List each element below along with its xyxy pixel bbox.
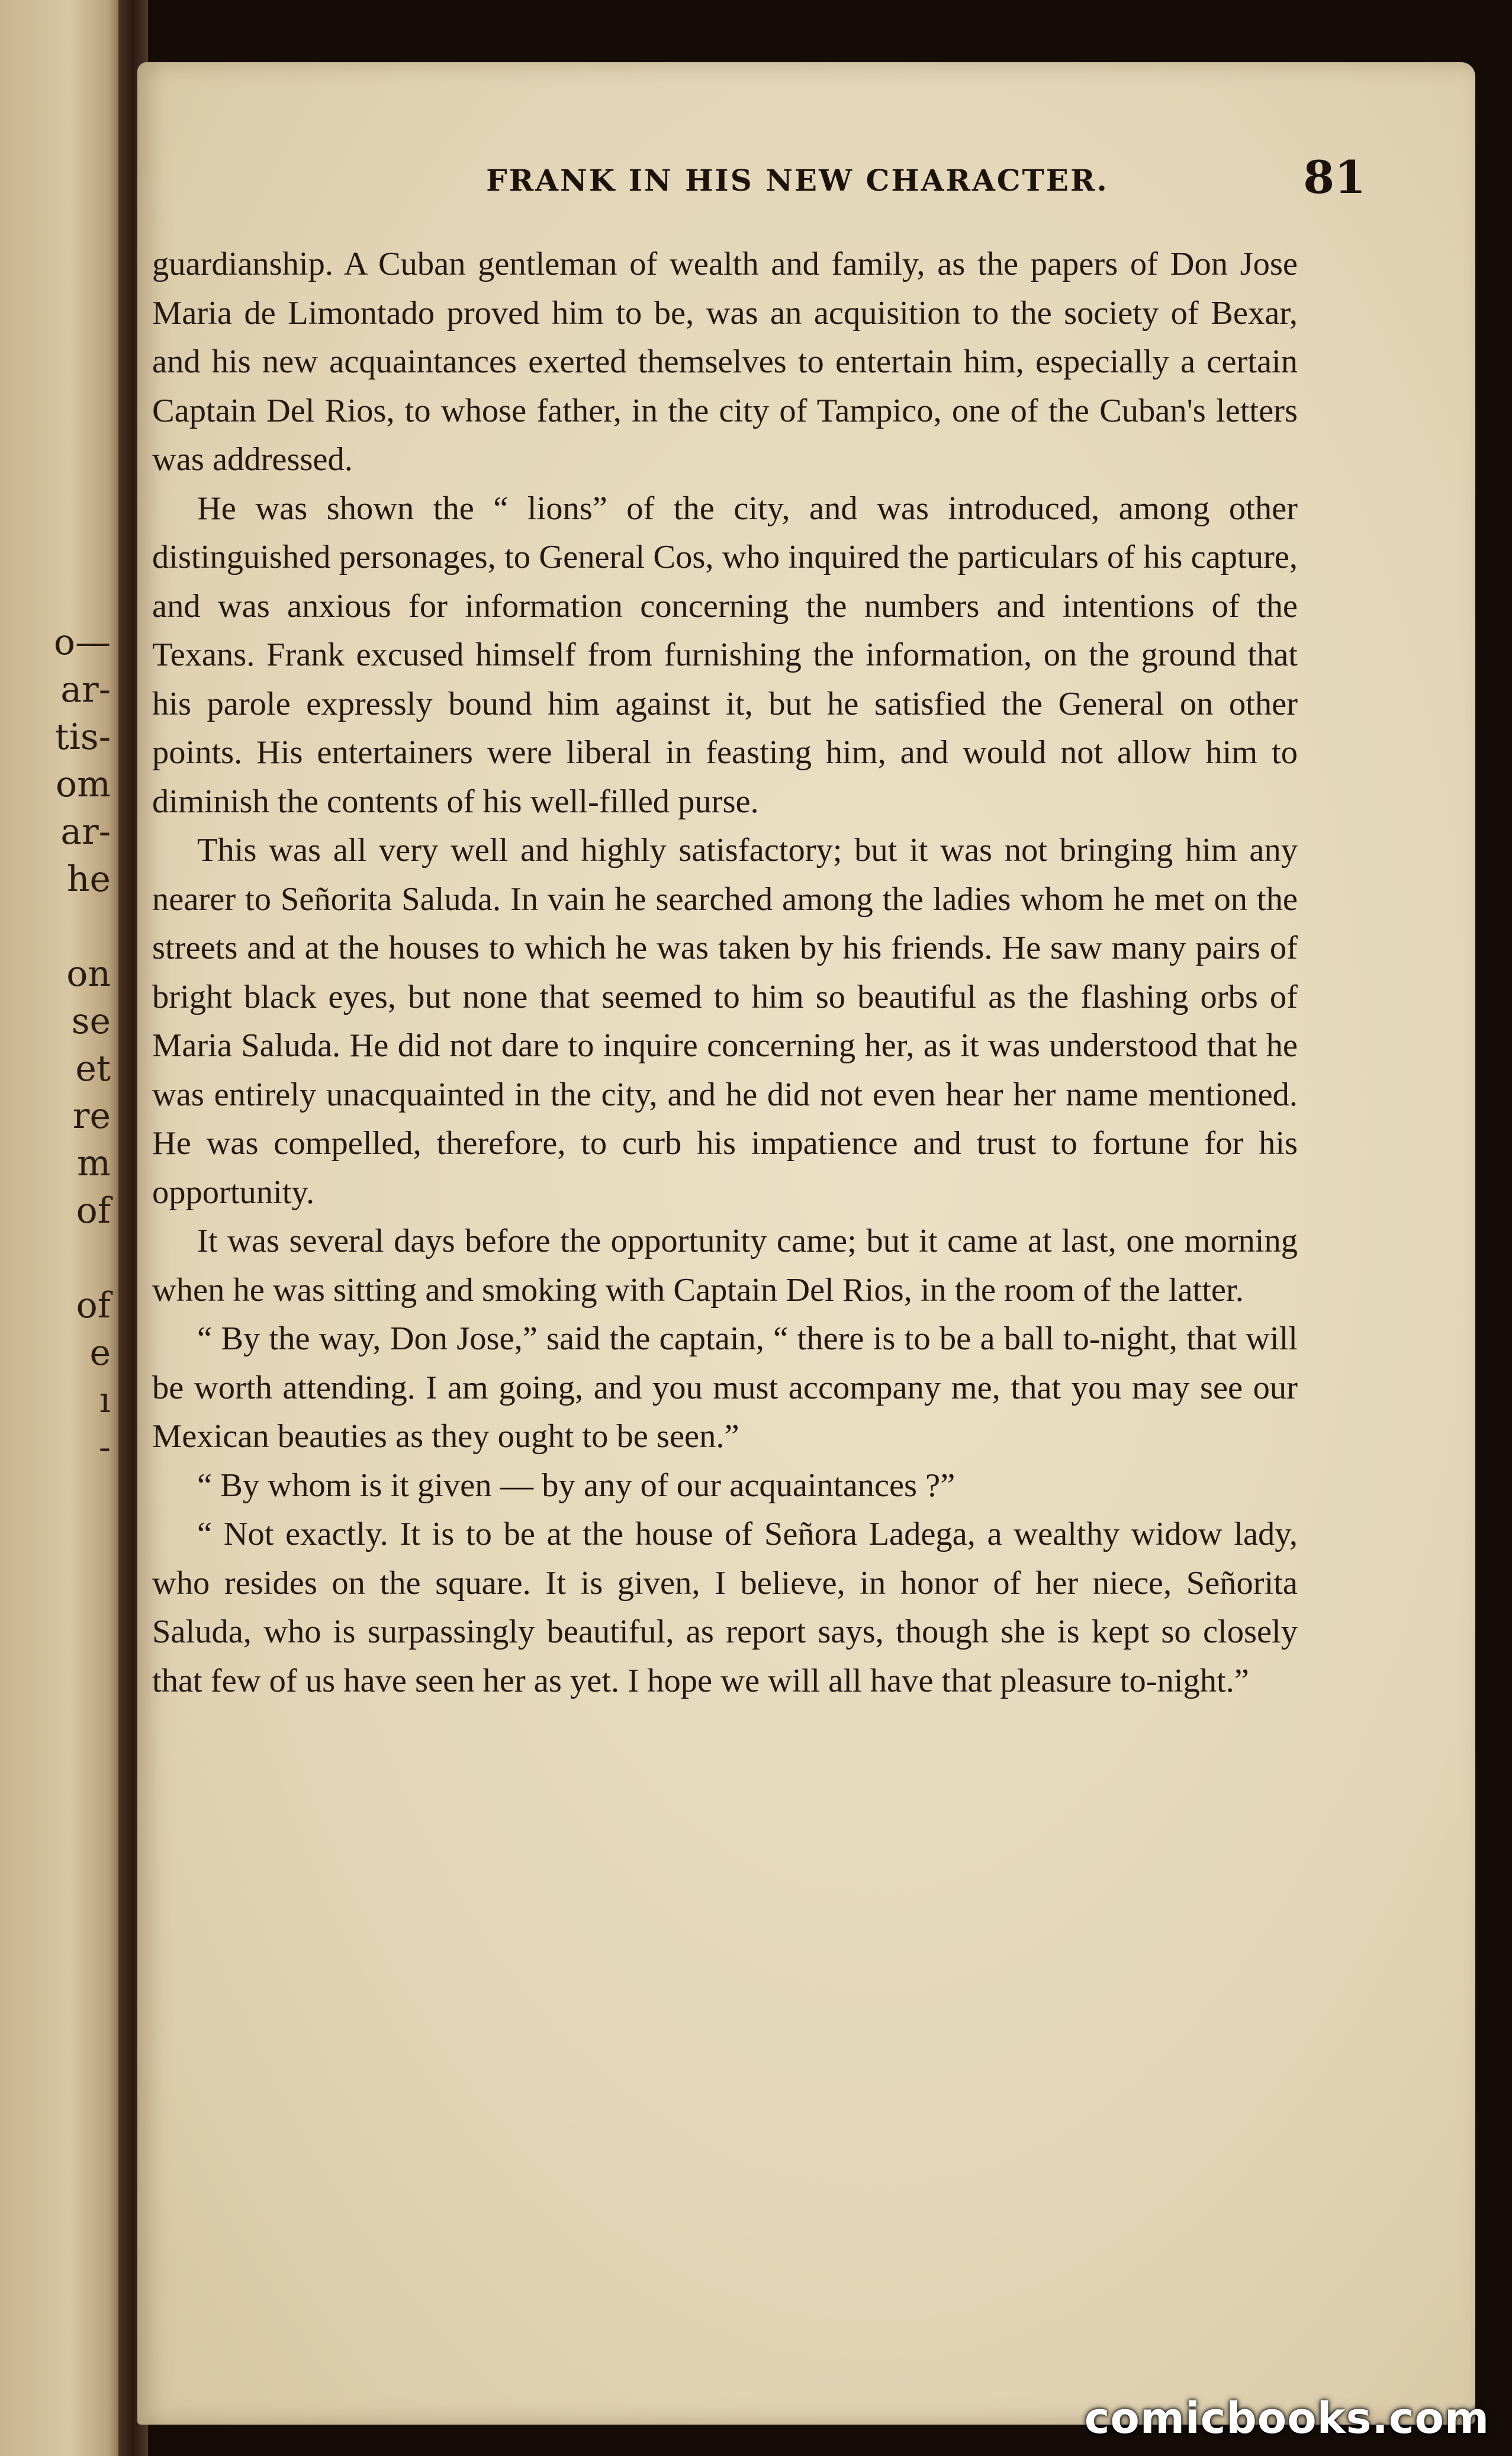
paragraph: It was several days before the opportunity came; but it came at last, one morning when he was sitting and smoking with Captain Del Rios, in the room of the latter.: [152, 1223, 1298, 1309]
facing-page-fragment: -: [98, 1427, 111, 1468]
paragraph: “ Not exactly. It is to be at the house of Señora Ladega, a wealthy widow lady, who resides on the square. It is given, I believe, in honor of her niece, Señorita Saluda, who is surpassingly beautiful, as report says, though she is kept so closely that few of us have seen her as yet. I hope we will all have that pleasure to-night.”: [152, 1516, 1298, 1699]
paragraph: He was shown the “ lions” of the city, and was introduced, among other distinguished personages, to General Cos, who inquired the particulars of his capture, and was anxious for information concerning the numbers and intentions of the Texans. Frank excused himself from furnishing the information, on the ground that his parole expressly bound him against it, but he satisfied the General on other points. His entertainers were liberal in feasting him, and would not allow him to diminish the contents of his well-filled purse.: [152, 490, 1298, 820]
paragraph: This was all very well and highly satisfactory; but it was not bringing him any nearer to Señorita Saluda. In vain he searched among the ladies whom he met on the streets and at the houses to which he was taken by his friends. He saw many pairs of bright black eyes, but none that seemed to him so beautiful as the flashing orbs of Maria Saluda. He did not dare to inquire concerning her, as it was understood that he was entirely unacquainted in the city, and he did not even hear her name mentioned. He was compelled, therefore, to curb his impatience and trust to fortune for his opportunity.: [152, 832, 1298, 1211]
body-text: [152, 240, 1298, 1705]
running-head: FRANK IN HIS NEW CHARACTER.: [486, 163, 1109, 198]
facing-page-fragment: se: [71, 1001, 111, 1042]
facing-page-fragment: ar-: [60, 669, 111, 711]
facing-page-fragment: om: [55, 764, 111, 805]
facing-page-fragment: o—: [53, 622, 111, 663]
facing-page-fragment: tis-: [54, 716, 111, 758]
facing-page-fragment: re: [72, 1095, 111, 1137]
facing-page-fragment: on: [66, 953, 111, 995]
facing-page-fragment: ar-: [60, 811, 111, 853]
facing-page-fragment: et: [75, 1048, 111, 1089]
paragraph: “ By whom is it given — by any of our acquaintances ?”: [197, 1467, 956, 1504]
facing-page-fragment: e: [89, 1332, 111, 1374]
facing-page-fragment: ı: [99, 1380, 111, 1421]
facing-page-fragment: of: [76, 1285, 111, 1326]
paragraph: guardianship. A Cuban gentleman of wealth and family, as the papers of Don Jose Maria de Limontado proved him to be, was an acquisition to the society of Bexar, and his new acquaintances exerted themselves to entertain him, especially a certain Captain Del Rios, to whose father, in the city of Tampico, one of the Cuban's letters was addressed.: [152, 246, 1298, 478]
page-number: 81: [1303, 151, 1366, 204]
book-page: [137, 62, 1475, 2425]
facing-page-fragment: of: [76, 1190, 111, 1232]
facing-page-fragment: m: [77, 1143, 111, 1184]
site-watermark: comicbooks.com: [1084, 2393, 1490, 2443]
facing-page-edge: [0, 0, 127, 2456]
facing-page-fragment: he: [66, 859, 111, 900]
paragraph: “ By the way, Don Jose,” said the captain, “ there is to be a ball to-night, that will be worth attending. I am going, and you must accompany me, that you may see our Mexican beauties as they ought to be seen.”: [152, 1320, 1298, 1455]
